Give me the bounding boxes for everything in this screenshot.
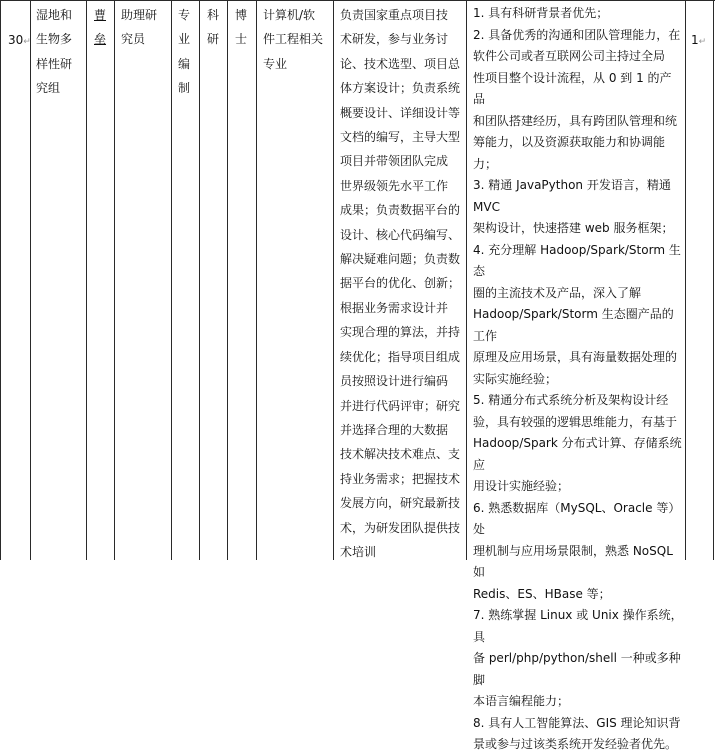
column-divider <box>30 0 31 560</box>
requirement-item: 2. 具备优秀的沟通和团队管理能力，在 软件公司或者互联网公司主持过全局 性项目整个设计流程，从 0 到 1 的产品 和团队搭建经历，具有跨团队管理和统 筹能力，以及资源获取能力和协调能 力； <box>473 27 681 171</box>
column-divider <box>256 0 257 560</box>
requirement-item: 7. 熟练掌握 Linux 或 Unix 操作系统，具 备 perl/php/python/shell 一种或多种脚 本语言编程能力； <box>473 608 683 708</box>
column-divider <box>227 0 228 560</box>
job-type: 专 业 编 制 <box>178 8 191 96</box>
job-category: 科 研 <box>207 8 220 47</box>
column-divider <box>333 0 334 560</box>
hiring-count: 1↵ <box>691 33 707 48</box>
position-title: 助理研 究员 <box>121 8 158 47</box>
major: 计算机/软 件工程相关 专业 <box>263 8 324 71</box>
column-divider <box>0 0 1 560</box>
column-divider <box>171 0 172 560</box>
requirement-item: 8. 具有人工智能算法、GIS 理论知识背 景或参与过该类系统开发经验者优先。 <box>473 715 681 751</box>
supervisor-name: 曹 垒 <box>94 8 107 47</box>
row-index: 30↵ <box>8 33 31 48</box>
column-divider <box>199 0 200 560</box>
column-divider <box>466 0 467 560</box>
column-divider <box>86 0 87 560</box>
degree: 博 士 <box>235 8 248 47</box>
requirement-item: 5. 精通分布式系统分析及架构设计经 验，具有较强的逻辑思维能力，有基于 Hadoop/Spark 分布式计算、存储系统应 用设计实施经验； <box>473 393 682 493</box>
requirement-item: 1. 具有科研背景者优先； <box>473 6 609 20</box>
requirement-item: 3. 精通 JavaPython 开发语言，精通 MVC 架构设计，快速搭建 web 服务框架； <box>473 178 674 235</box>
requirement-item: 4. 充分理解 Hadoop/Spark/Storm 生态 圈的主流技术及产品，深入了解 Hadoop/Spark/Storm 生态圈产品的工作 原理及应用场景，具有海量数据处理的 实际实施经验； <box>473 242 681 386</box>
team-name: 湿地和 生物多 样性研 究组 <box>36 8 73 96</box>
table-top-border <box>0 0 715 1</box>
column-divider <box>114 0 115 560</box>
column-divider <box>685 0 686 560</box>
requirements-list <box>473 3 683 756</box>
requirement-item: 6. 熟悉数据库（MySQL、Oracle 等）处 理机制与应用场景限制，熟悉 NoSQL 如 Redis、ES、HBase 等； <box>473 500 681 601</box>
job-duties: 负责国家重点项目技 术研发，参与业务讨 论、技术选型、项目总 体方案设计；负责系统 概要设计、详细设计等 文档的编写，主导大型 项目并带领团队完成 世界级领先水平工作 成果；负责数据平台的 设计、核心代码编写、 解决疑难问题；负责数 据平台的优化、创新； 根据业务需求设计并 实现合理的算法，并持 续优化；指导项目组成 员按照设计进行编码 并进行代码评审；研究 并选择合理的大数据 技术解决技术难点、支 持业务需求；把握技术 发展方向，研究最新技 术，为研发团队提供技 术培训 <box>340 8 461 559</box>
column-divider <box>713 0 714 560</box>
